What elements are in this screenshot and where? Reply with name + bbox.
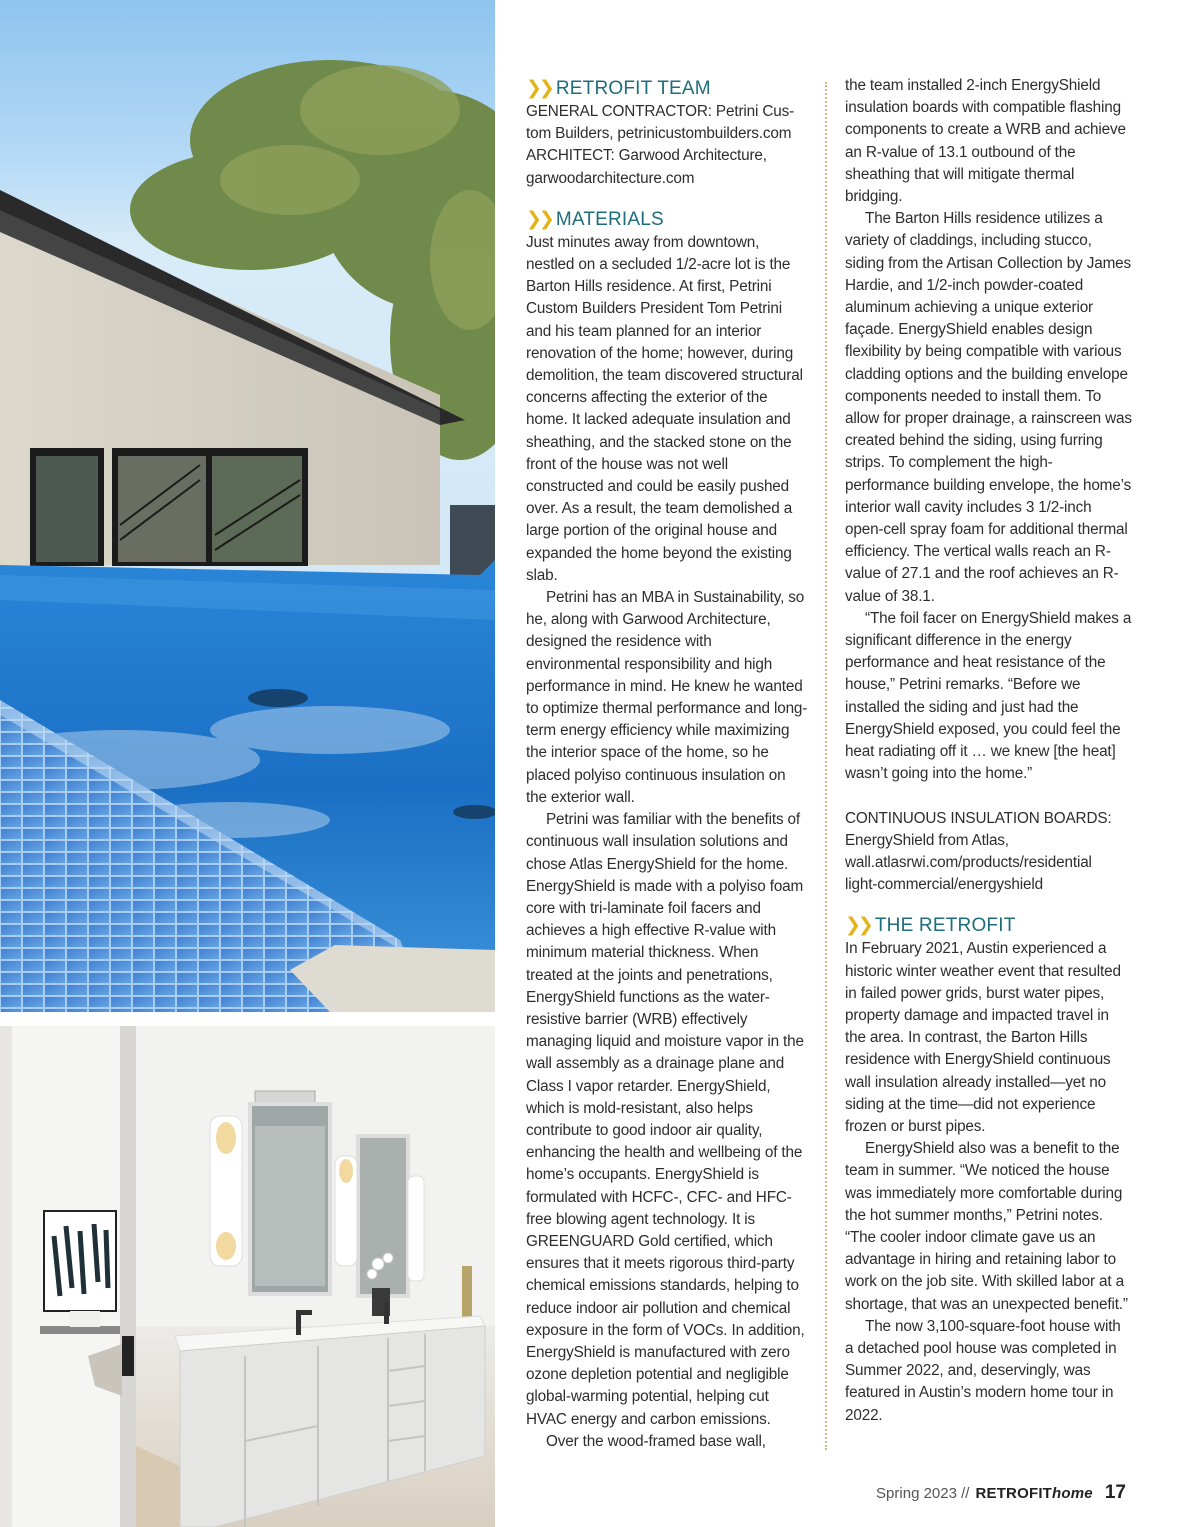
bathroom-photo: [0, 1026, 495, 1527]
materials-paragraph: the team installed 2-inch EnergyShield insulation boards with compatible flashing components to create a WRB and achieve an R-value of 13.1 outbound of the sheathing that will mitigate thermal bridging.: [845, 77, 1126, 206]
page-number: 17: [1104, 1482, 1126, 1503]
bathroom-illustration: [0, 1026, 495, 1527]
boards-line: EnergyShield from Atlas,: [845, 831, 1009, 849]
pool-house-photo: [0, 0, 495, 1012]
chevron-icon: ❯❯: [845, 915, 871, 937]
page-footer: [876, 1482, 1126, 1504]
chevron-icon: ❯❯: [526, 208, 552, 230]
materials-paragraph: Just minutes away from downtown, nestled on a secluded 1/2-acre lot is the Barton Hills residence. At first, Petrini Custom Builders President Tom Petrini and his team planned for an interior renovation of the home; however, during demolition, the team discovered structural concerns affecting the exterior of the home. It lacked adequate insulation and sheathing, and the stacked stone on the front of the house was not well constructed and could be easily pushed over. As a result, the team demolished a large portion of the original house and expanded the home beyond the existing slab.: [526, 233, 803, 584]
boards-line: wall.atlasrwi.com/products/residential: [845, 853, 1092, 871]
materials-paragraph: The Barton Hills residence utilizes a variety of claddings, including stucco, siding from the Artisan Collection by James Hardie, and 1/2-inch powder-coated aluminum achieving a unique exterior façade. EnergyShield enables design flexibility by being compatible with various cladding options and the building envelope components needed to install them. To allow for proper drainage, a rainscreen was created behind the siding, using furring strips. To complement the high-performance building envelope, the home’s interior wall cavity includes 3 1/2-inch open-cell spray foam for additional thermal efficiency. The vertical walls reach an R-value of 27.1 and the roof achieves an R-value of 38.1.: [845, 210, 1132, 605]
chevron-icon: ❯❯: [526, 78, 552, 99]
team-line: tom Builders, petrinicustombuilders.com: [526, 125, 792, 143]
materials-paragraph: Petrini has an MBA in Sustainability, so he, along with Garwood Architecture, designed the residence with environmental responsibility and high performance in mind. He knew he wanted to optimize thermal performance and long-term energy efficiency while maximizing the interior space of the home, so he placed polyiso continuous insulation on the exterior wall.: [526, 589, 808, 806]
right-text-column: [845, 75, 1133, 1427]
retrofit-paragraph: In February 2021, Austin experienced a historic winter weather event that resulted in failed power grids, burst water pipes, property damage and impacted travel in the area. In contrast, the Barton Hills residence with EnergyShield continuous wall insulation already installed—yet no siding at the time—did not experience frozen or burst pipes.: [845, 940, 1121, 1135]
team-line: ARCHITECT: Garwood Architecture,: [526, 147, 767, 165]
magazine-brand: RETROFIThome: [975, 1485, 1093, 1502]
materials-paragraph: Over the wood-framed base wall,: [546, 1432, 766, 1450]
team-line: GENERAL CONTRACTOR: Petrini Cus-: [526, 103, 795, 120]
column-divider: [825, 82, 827, 1450]
retrofit-team-heading: ❯❯ RETROFIT TEAM: [526, 78, 711, 99]
spacer: [845, 786, 1133, 808]
materials-heading: ❯❯ MATERIALS: [526, 208, 664, 230]
retrofit-paragraph: The now 3,100-square-foot house with a detached pool house was completed in Summer 2022, and, deservingly, was featured in Austin’s modern home tour in 2022.: [845, 1317, 1121, 1424]
materials-paragraph: Petrini was familiar with the benefits of continuous wall insulation solutions and chose Atlas EnergyShield for the home. EnergyShield is made with a polyiso foam core with tri-laminate foil facers and achieves a high effective R-value with minimum material thickness. When treated at the joints and penetrations, EnergyShield functions as the water-resistive barrier (WRB) effectively managing liquid and moisture vapor in the wall assembly as a drainage plane and Class I vapor retarder. EnergyShield, which is mold-resistant, also helps contribute to good indoor air quality, enhancing the health and wellbeing of the home’s occupants. EnergyShield is formulated with HCFC-, CFC- and HFC-free blowing agent technology. It is GREENGUARD Gold certified, which ensures that it meets rigorous third-party chemical emissions standards, helping to reduce indoor air pollution and chemical exposure in the form of VOCs. In addition, EnergyShield is manufactured with zero ozone depletion potential and negligible global-warming potential, helping cut HVAC energy and carbon emissions.: [526, 811, 805, 1428]
boards-line: light-commercial/energyshield: [845, 876, 1043, 894]
team-line: garwoodarchitecture.com: [526, 169, 695, 187]
retrofit-paragraph: EnergyShield also was a benefit to the team in summer. “We noticed the house was immediately more comfortable during the hot summer months,” Petrini notes. “The cooler indoor climate gave us an advantage in hiring and retaining labor to work on the job site. With skilled labor at a shortage, that was an unexpected benefit.”: [845, 1140, 1128, 1313]
issue-label: Spring 2023 //: [876, 1485, 970, 1502]
quote-paragraph: “The foil facer on EnergyShield makes a significant difference in the energy performance and heat resistance of the house,” Petrini remarks. “Before we installed the siding and just had the EnergyShield exposed, you could feel the heat radiating off it … we knew [the heat] wasn’t going into the home.”: [845, 609, 1132, 783]
pool-house-illustration: [0, 0, 495, 1012]
the-retrofit-heading: ❯❯ THE RETROFIT: [845, 915, 1016, 937]
boards-line: CONTINUOUS INSULATION BOARDS:: [845, 809, 1112, 827]
left-text-column: [526, 75, 808, 1453]
